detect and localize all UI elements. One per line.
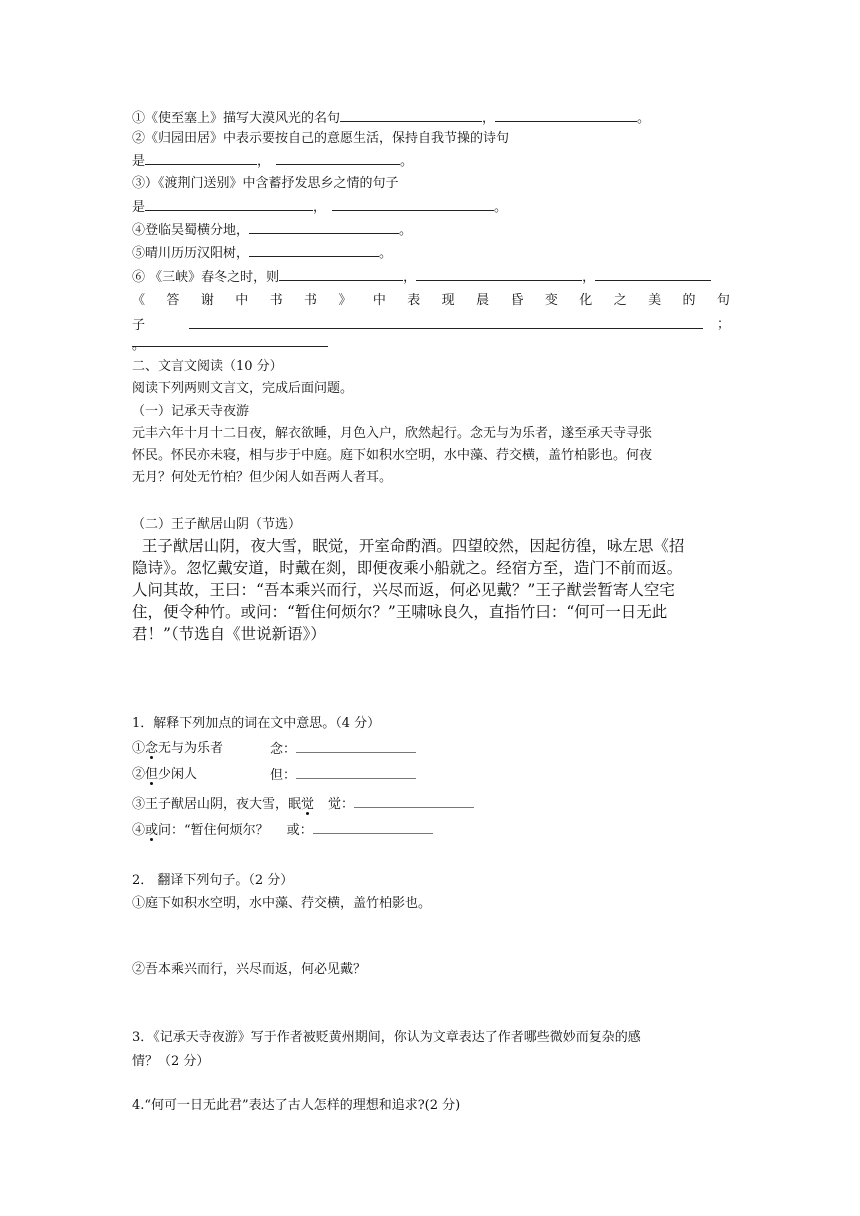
answer-blank[interactable] [332,198,494,211]
answer-blank[interactable] [416,268,582,281]
fill-blank-3: ③）《渡荆门送别》中含蓄抒发思乡之情的句子 [132,176,399,191]
question-1-answer: 念： [270,740,416,759]
passage-2-line: 王子猷居山阴，夜大雪，眠觉，开室命酌酒。四望皎然，因起彷徨，咏左思《招 [132,537,685,555]
answer-blank[interactable] [132,334,328,347]
answer-blank[interactable] [595,268,711,281]
question-1-item: ④或问：“暂住何烦尔？ 或： [132,821,433,840]
section-heading: 二、文言文阅读（10 分） [132,359,283,374]
answer-blank[interactable] [296,740,416,753]
fill-blank-5: ⑤晴川历历汉阳树， 。 [132,246,393,261]
passage-1-line: 元丰六年十月十二日夜，解衣欲睡，月色入户，欣然起行。念无与为乐者，遂至承天寺寻张 [132,426,653,441]
answer-blank[interactable] [313,821,433,834]
passage-2-line: 人问其故，王曰：“吾本乘兴而行，兴尽而返，何必见戴？”王子猷尝暂寄人空宅 [132,581,675,599]
fill-blank-3-answers: 是 ， 。 [132,200,508,215]
passage-2-line: 隐诗》。忽忆戴安道，时戴在剡，即便夜乘小船就之。经宿方至，造门不前而返。 [132,559,683,577]
answer-blank[interactable] [495,109,637,122]
question-1-item: ③王子猷居山阴，夜大雪，眠觉 觉： [132,795,474,814]
fill-blank-7-question: 《 答 谢 中 书 书 》 中 表 现 晨 昏 变 化 之 美 的 句 [132,293,730,308]
passage-2-line: 住，便令种竹。或问：“暂住何烦尔？”王啸咏良久，直指竹曰：“何可一日无此 [132,603,668,621]
question-2-title: 2． 翻译下列句子。（2 分） [132,873,294,888]
question-1-answer: 但： [270,766,416,785]
answer-blank[interactable] [249,244,379,257]
question-2-sentence: ②吾本乘兴而行，兴尽而返，何必见戴？ [132,962,367,977]
fill-blank-4: ④登临吴蜀横分地， 。 [132,223,413,238]
question-1-title: 1．解释下列加点的词在文中意思。（4 分） [132,716,381,731]
passage-1-line: 无月？何处无竹柏？但少闲人如吾两人者耳。 [132,470,393,485]
passage-1-line: 怀民。怀民亦未寝，相与步于中庭。庭下如积水空明，水中藻、荇交横，盖竹柏影也。何夜 [132,448,653,463]
passage-2-title: （二）王子猷居山阴（节选） [132,517,302,532]
fill-blank-2: ②《归园田居》中表示要按自己的意愿生活，保持自我节操的诗句 [132,131,510,146]
fill-blank-7-answers: 子 ； [132,317,730,333]
answer-blank[interactable] [340,109,482,122]
question-1-item: ②但少闲人 [132,767,198,782]
answer-blank[interactable] [276,152,400,165]
answer-blank[interactable] [279,268,403,281]
question-3-line: 情？（2 分） [132,1054,210,1069]
passage-2-line: 君！”（节选自《世说新语》） [132,625,326,643]
section-intro: 阅读下列两则文言文，完成后面问题。 [132,381,354,396]
passage-1-title: （一）记承天寺夜游 [132,404,250,419]
answer-blank[interactable] [145,152,257,165]
fill-blank-1: ①《使至塞上》描写大漠风光的名句 ， 。 [132,111,651,126]
fill-blank-2-answers: 是 ， 。 [132,154,414,169]
fill-blank-7-answers-2 [132,334,328,353]
answer-blank[interactable] [296,766,416,779]
answer-blank[interactable] [145,198,313,211]
answer-blank[interactable] [249,221,399,234]
question-4: 4.“何可一日无此君”表达了古人怎样的理想和追求?(2 分) [132,1098,461,1113]
answer-blank[interactable] [189,316,703,329]
question-3-line: 3．《记承天寺夜游》写于作者被贬黄州期间，你认为文章表达了作者哪些微妙而复杂的感 [132,1030,641,1045]
question-1-item: ①念无与为乐者 [132,741,224,756]
question-2-sentence: ①庭下如积水空明，水中藻、荇交横，盖竹柏影也。 [132,896,432,911]
answer-blank[interactable] [354,795,474,808]
fill-blank-6: ⑥ 《三峡》春冬之时，则 ， ， [132,268,711,287]
